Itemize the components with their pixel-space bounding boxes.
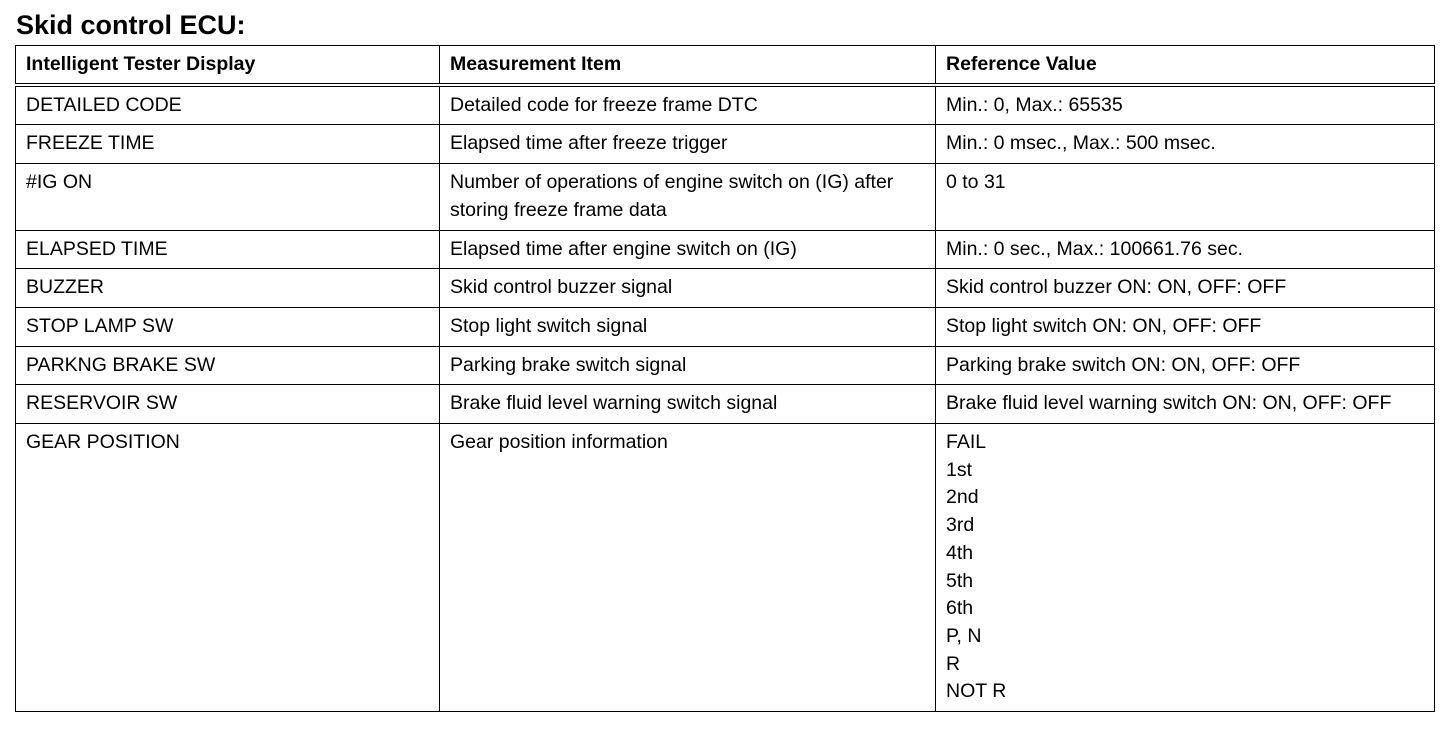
gear-position-value: 6th <box>946 597 974 620</box>
gear-position-value: 2nd <box>946 486 979 509</box>
cell-reference-value: Stop light switch ON: ON, OFF: OFF <box>936 307 1435 346</box>
cell-tester-display: BUZZER <box>16 269 440 308</box>
cell-reference-value: Min.: 0, Max.: 65535 <box>936 85 1435 125</box>
cell-reference-value: Parking brake switch ON: ON, OFF: OFF <box>936 346 1435 385</box>
cell-reference-value: Skid control buzzer ON: ON, OFF: OFF <box>936 269 1435 308</box>
cell-measurement-item: Brake fluid level warning switch signal <box>440 385 936 424</box>
cell-reference-value: Min.: 0 sec., Max.: 100661.76 sec. <box>936 230 1435 269</box>
cell-measurement-item: Detailed code for freeze frame DTC <box>440 85 936 125</box>
gear-position-value: 4th <box>946 541 974 564</box>
cell-reference-value: 0 to 31 <box>936 164 1435 230</box>
gear-position-value: 5th <box>946 569 974 592</box>
header-reference-value: Reference Value <box>936 46 1435 85</box>
cell-tester-display: #IG ON <box>16 164 440 230</box>
cell-tester-display: PARKNG BRAKE SW <box>16 346 440 385</box>
table-row <box>16 85 1435 125</box>
gear-position-value: R <box>946 652 961 675</box>
cell-measurement-item: Gear position information <box>440 424 936 712</box>
gear-position-value: FAIL <box>946 431 987 454</box>
cell-reference-value <box>936 424 1435 712</box>
table-row <box>16 164 1435 230</box>
cell-measurement-item: Elapsed time after freeze trigger <box>440 125 936 164</box>
table-row <box>16 424 1435 712</box>
table-row <box>16 269 1435 308</box>
gear-position-value: 3rd <box>946 514 975 537</box>
table-header-row <box>16 46 1435 85</box>
table-row <box>16 346 1435 385</box>
cell-measurement-item: Stop light switch signal <box>440 307 936 346</box>
gear-position-value: 1st <box>946 458 973 481</box>
table-row <box>16 385 1435 424</box>
cell-reference-value: Brake fluid level warning switch ON: ON, OFF: OFF <box>936 385 1435 424</box>
table-row <box>16 230 1435 269</box>
cell-tester-display: STOP LAMP SW <box>16 307 440 346</box>
cell-reference-value: Min.: 0 msec., Max.: 500 msec. <box>936 125 1435 164</box>
header-tester-display: Intelligent Tester Display <box>16 46 440 85</box>
page-title: Skid control ECU: <box>16 10 246 40</box>
cell-measurement-item: Elapsed time after engine switch on (IG) <box>440 230 936 269</box>
cell-tester-display: FREEZE TIME <box>16 125 440 164</box>
table-row <box>16 125 1435 164</box>
table-row <box>16 307 1435 346</box>
cell-tester-display: DETAILED CODE <box>16 85 440 125</box>
cell-tester-display: RESERVOIR SW <box>16 385 440 424</box>
gear-position-value: NOT R <box>946 680 1007 703</box>
data-list-table <box>15 45 1435 712</box>
cell-measurement-item: Parking brake switch signal <box>440 346 936 385</box>
header-measurement-item: Measurement Item <box>440 46 936 85</box>
cell-measurement-item: Skid control buzzer signal <box>440 269 936 308</box>
cell-measurement-item: Number of operations of engine switch on (IG) after storing freeze frame data <box>440 164 936 230</box>
cell-tester-display: ELAPSED TIME <box>16 230 440 269</box>
cell-tester-display: GEAR POSITION <box>16 424 440 712</box>
gear-position-value: P, N <box>946 624 982 647</box>
